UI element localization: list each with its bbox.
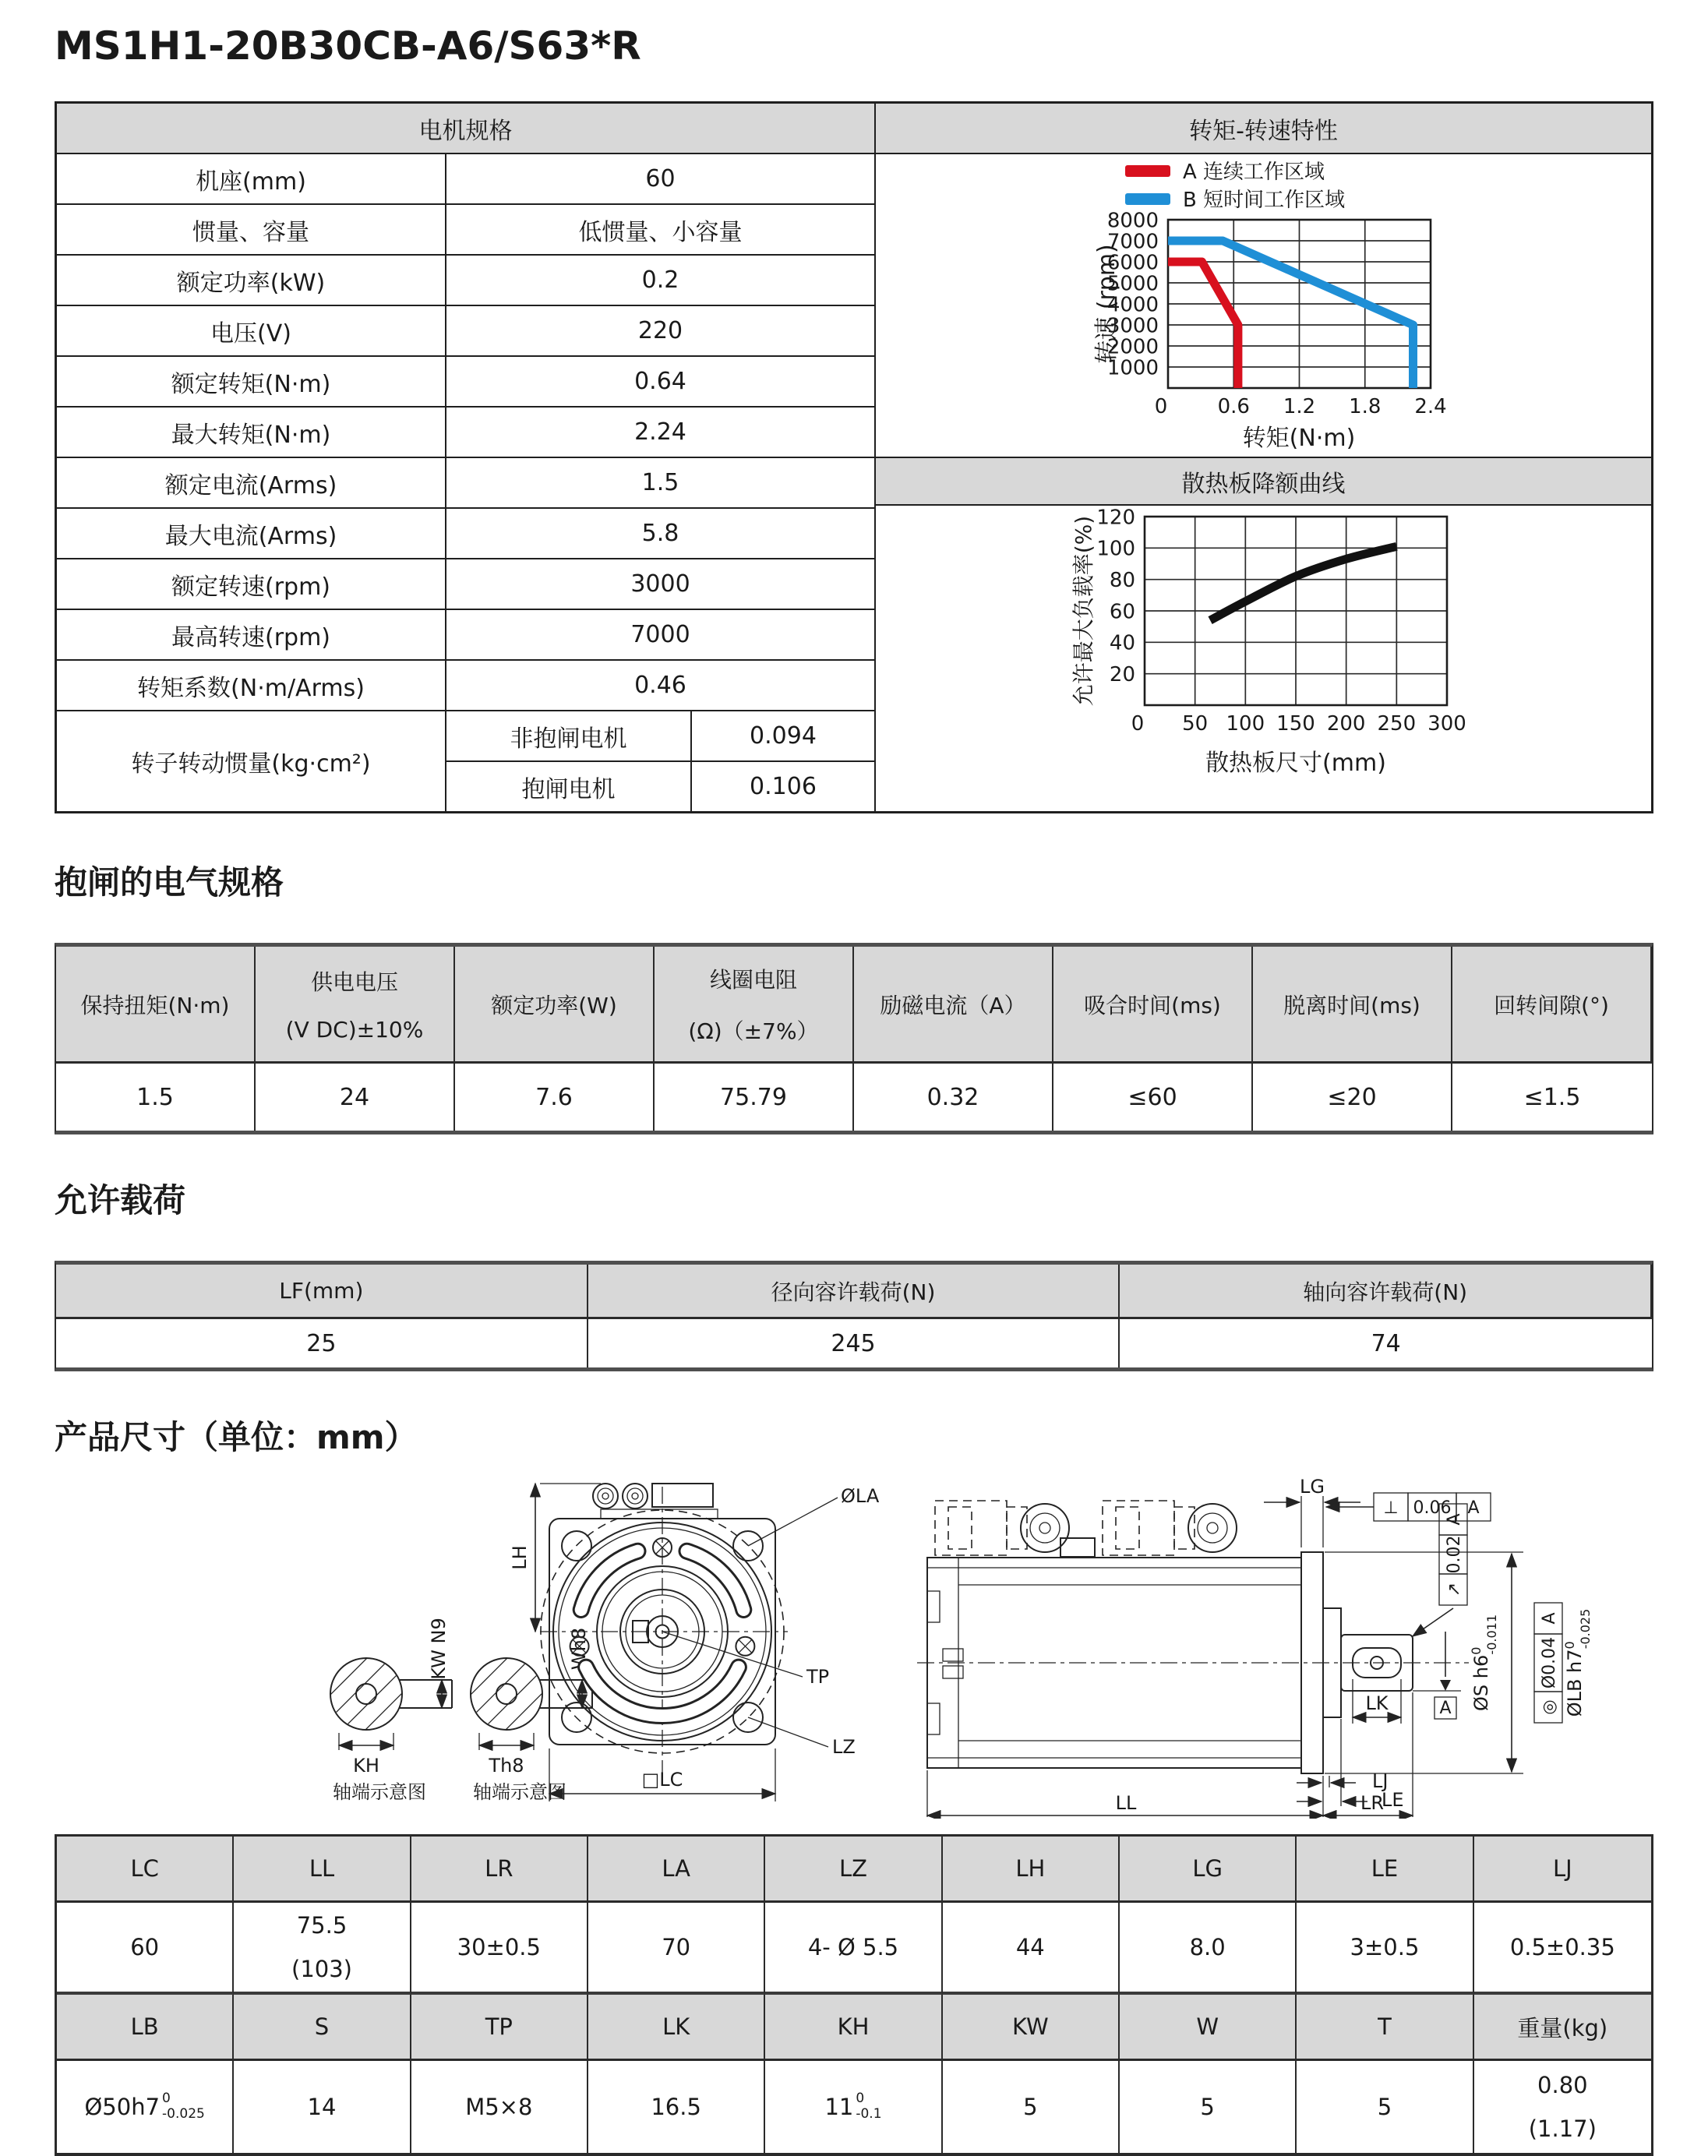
svg-text:150: 150 <box>1276 712 1315 736</box>
svg-text:A: A <box>1540 1612 1559 1625</box>
column-header: LH <box>943 1837 1120 1903</box>
table-row-inertia <box>57 710 874 811</box>
table-cell: 245 <box>588 1319 1120 1367</box>
column-header: LB <box>57 1995 234 2061</box>
svg-text:2.4: 2.4 <box>1414 395 1447 418</box>
motor-spec-table <box>57 104 874 811</box>
svg-text:4000: 4000 <box>1106 293 1159 317</box>
table-cell: 14 <box>234 2061 411 2153</box>
table-cell: 0.5±0.35 <box>1474 1903 1651 1995</box>
table-row <box>57 659 874 710</box>
page-title: MS1H1-20B30CB-A6/S63*R <box>55 23 641 69</box>
column-header: 脱离时间(ms) <box>1253 947 1452 1064</box>
table-cell: ≤60 <box>1053 1064 1253 1131</box>
column-header: LK <box>588 1995 765 2061</box>
column-header: LA <box>588 1837 765 1903</box>
spec-label: 最高转速(rpm) <box>57 610 446 659</box>
svg-text:转速 (rpm): 转速 (rpm) <box>1093 244 1120 364</box>
table-subrow <box>446 711 874 760</box>
column-header: LZ <box>765 1837 942 1903</box>
column-header: LJ <box>1474 1837 1651 1903</box>
kw-dim-label: KW N9 <box>428 1618 450 1680</box>
spec-label: 额定电流(Arms) <box>57 458 446 507</box>
svg-text:8000: 8000 <box>1106 209 1159 233</box>
spec-label: 最大转矩(N·m) <box>57 408 446 457</box>
svg-text:100: 100 <box>1226 712 1265 736</box>
svg-text:200: 200 <box>1326 712 1366 736</box>
spec-value: 低惯量、小容量 <box>578 218 743 246</box>
lh-dim-label: LH <box>509 1545 531 1570</box>
spec-label: 额定转矩(N·m) <box>57 357 446 406</box>
table-row <box>57 203 874 254</box>
column-header: TP <box>411 1995 588 2061</box>
svg-text:50: 50 <box>1182 712 1209 736</box>
table-cell: 7.6 <box>455 1064 655 1131</box>
svg-text:转矩(N·m): 转矩(N·m) <box>1242 425 1356 452</box>
table-cell: 25 <box>56 1319 588 1367</box>
table-cell: 24 <box>256 1064 455 1131</box>
shaft-end-caption: 轴端示意图 <box>473 1781 566 1803</box>
svg-text:60: 60 <box>1109 600 1135 624</box>
column-header: 保持扭矩(N·m) <box>56 947 256 1064</box>
svg-text:1.2: 1.2 <box>1283 395 1316 418</box>
svg-text:300: 300 <box>1427 712 1466 736</box>
spec-sublabel: 非抱闸电机 <box>446 711 692 760</box>
table-cell: 3±0.5 <box>1297 1903 1473 1995</box>
column-header: LE <box>1297 1837 1473 1903</box>
shaft-end-diagram-2 <box>460 1612 592 1819</box>
motor-spec-section <box>55 101 1653 813</box>
kh-dim-label: KH <box>353 1755 379 1777</box>
table-cell: 74 <box>1120 1319 1652 1367</box>
table-subrow <box>446 760 874 811</box>
svg-text:1.8: 1.8 <box>1349 395 1382 418</box>
column-header: 线圈电阻 (Ω)（±7%） <box>655 947 854 1064</box>
la-dim-label: ØLA <box>841 1485 880 1507</box>
table-cell: 60 <box>57 1903 234 1995</box>
table-cell: 44 <box>943 1903 1120 1995</box>
concentricity-tolerance-frame <box>1534 1603 1562 1723</box>
svg-text:5000: 5000 <box>1106 272 1159 296</box>
lc-dim-label: □LC <box>641 1769 683 1791</box>
table-cell: 8.0 <box>1120 1903 1297 1995</box>
svg-text:散热板尺寸(mm): 散热板尺寸(mm) <box>1205 750 1386 777</box>
column-header: T <box>1297 1995 1473 2061</box>
table-cell: 0.80 (1.17) <box>1474 2061 1651 2153</box>
torque-speed-chart <box>876 153 1651 457</box>
spec-label: 转矩系数(N·m/Arms) <box>57 661 446 710</box>
dimension-table <box>55 1834 1653 2156</box>
table-row <box>57 406 874 457</box>
svg-text:1000: 1000 <box>1106 356 1159 380</box>
spec-label: 额定功率(kW) <box>57 256 446 305</box>
spec-label: 电压(V) <box>57 306 446 355</box>
front-view-drawing <box>292 1476 908 1819</box>
table-cell: 30±0.5 <box>411 1903 588 1995</box>
derating-chart-header: 散热板降额曲线 <box>876 457 1651 506</box>
column-header: LC <box>57 1837 234 1903</box>
shaft-end-caption: 轴端示意图 <box>333 1781 426 1803</box>
svg-text:3000: 3000 <box>1106 314 1159 338</box>
spec-sublabel: 抱闸电机 <box>446 762 692 811</box>
table-row <box>57 254 874 305</box>
ll-dim-label: LL <box>1115 1792 1137 1814</box>
spec-value: 0.094 <box>750 722 817 750</box>
spec-value: 0.106 <box>750 773 817 800</box>
svg-text:6000: 6000 <box>1106 251 1159 275</box>
column-header: S <box>234 1995 411 2061</box>
svg-text:0.06: 0.06 <box>1413 1498 1452 1518</box>
spec-value: 7000 <box>630 621 690 648</box>
svg-text:250: 250 <box>1377 712 1417 736</box>
concentricity-icon: ◎ <box>1540 1699 1559 1715</box>
spec-value: 60 <box>645 165 676 192</box>
table-cell: 5 <box>1297 2061 1473 2153</box>
spec-value: 220 <box>637 317 683 344</box>
svg-text:20: 20 <box>1109 663 1135 687</box>
dimensions-title: 产品尺寸（单位：mm） <box>55 1418 418 1456</box>
svg-text:允许最大负载率(%): 允许最大负载率(%) <box>1071 515 1096 707</box>
column-header: KH <box>765 1995 942 2061</box>
table-cell: 1.5 <box>56 1064 256 1131</box>
column-header: 吸合时间(ms) <box>1053 947 1253 1064</box>
svg-text:A: A <box>1467 1498 1480 1518</box>
svg-text:2000: 2000 <box>1106 335 1159 359</box>
column-header: 供电电压 (V DC)±10% <box>256 947 455 1064</box>
column-header: LL <box>234 1837 411 1903</box>
column-header: 重量(kg) <box>1474 1995 1651 2061</box>
connector-icons <box>593 1484 718 1519</box>
column-header: 回转间隙(°) <box>1452 947 1652 1064</box>
brake-spec-table <box>55 943 1653 1134</box>
table-cell: 4- Ø 5.5 <box>765 1903 942 1995</box>
svg-text:7000: 7000 <box>1106 230 1159 254</box>
w-dim-label: Wh8 <box>568 1627 590 1671</box>
table-row <box>57 558 874 609</box>
column-header: LR <box>411 1837 588 1903</box>
motor-spec-table-header: 电机规格 <box>57 104 874 153</box>
lk-dim-label: LK <box>1365 1692 1389 1714</box>
brake-spec-title: 抱闸的电气规格 <box>55 863 284 902</box>
column-header: W <box>1120 1995 1297 2061</box>
shaft-diameter-label: ØS $h6^0-0.011$ <box>1469 1614 1499 1711</box>
spec-label: 额定转速(rpm) <box>57 559 446 609</box>
table-row <box>57 507 874 558</box>
runout-icon: ↗ <box>1445 1582 1464 1597</box>
spec-label: 机座(mm) <box>57 154 446 203</box>
spec-value: 5.8 <box>641 520 679 547</box>
column-header: LF(mm) <box>56 1265 588 1319</box>
th-dim-label: Th8 <box>489 1755 524 1777</box>
svg-text:120: 120 <box>1096 506 1135 530</box>
column-header: 轴向容许载荷(N) <box>1120 1265 1652 1319</box>
table-cell: ≤20 <box>1253 1064 1452 1131</box>
svg-text:0.02: 0.02 <box>1445 1535 1464 1574</box>
table-cell: 11 0 -0.1 <box>765 2061 942 2153</box>
spec-value: 2.24 <box>634 418 686 446</box>
table-row <box>57 153 874 203</box>
table-row <box>57 457 874 507</box>
column-header: LG <box>1120 1837 1297 1903</box>
motor-front-view <box>509 1484 880 1801</box>
spec-value: 0.64 <box>634 368 686 395</box>
connector-side-icons <box>935 1501 1237 1557</box>
svg-text:0: 0 <box>1154 395 1168 418</box>
svg-text:100: 100 <box>1096 537 1135 561</box>
spec-value: 3000 <box>630 570 690 598</box>
lr-dim-label: LR <box>1360 1792 1385 1814</box>
perpendicularity-tolerance-frame <box>1326 1493 1491 1521</box>
charts-panel <box>874 104 1651 811</box>
table-cell: 75.5 (103) <box>234 1903 411 1995</box>
flange-diameter-label: ØLB $h7^0-0.025$ <box>1562 1608 1593 1717</box>
svg-text:Ø0.04: Ø0.04 <box>1540 1636 1559 1689</box>
svg-text:80: 80 <box>1109 569 1135 593</box>
svg-text:0.6: 0.6 <box>1217 395 1250 418</box>
side-view-drawing <box>908 1476 1652 1819</box>
column-header: 励磁电流（A） <box>854 947 1053 1064</box>
table-row <box>57 609 874 659</box>
spec-label: 惯量、容量 <box>57 205 446 254</box>
table-cell: ≤1.5 <box>1452 1064 1652 1131</box>
motor-side-view <box>917 1476 1593 1817</box>
table-row <box>57 355 874 406</box>
lj-dim-label: LJ <box>1372 1770 1389 1792</box>
svg-text:0: 0 <box>1131 712 1145 736</box>
svg-text:B 短时间工作区域: B 短时间工作区域 <box>1183 188 1346 212</box>
svg-text:40: 40 <box>1109 631 1135 655</box>
table-cell: 16.5 <box>588 2061 765 2153</box>
datum-a-flag <box>1413 1632 1461 1719</box>
svg-text:A: A <box>1439 1699 1452 1718</box>
svg-text:A: A <box>1445 1513 1464 1526</box>
table-cell: Ø50h7 0 -0.025 <box>57 2061 234 2153</box>
table-cell: 0.32 <box>854 1064 1053 1131</box>
table-cell: 75.79 <box>655 1064 854 1131</box>
derating-chart <box>876 506 1651 811</box>
table-cell: M5×8 <box>411 2061 588 2153</box>
svg-text:A 连续工作区域: A 连续工作区域 <box>1183 160 1325 184</box>
table-cell: 70 <box>588 1903 765 1995</box>
table-cell: 5 <box>1120 2061 1297 2153</box>
runout-tolerance-frame <box>1439 1504 1467 1605</box>
tp-dim-label: TP <box>806 1666 830 1688</box>
dimension-drawings <box>55 1476 1653 1819</box>
lz-dim-label: LZ <box>832 1736 856 1758</box>
le-dim-label: LE <box>1382 1789 1404 1811</box>
torque-speed-chart-header: 转矩-转速特性 <box>876 104 1651 153</box>
spec-value: 1.5 <box>641 469 679 496</box>
table-cell: 5 <box>943 2061 1120 2153</box>
spec-label: 最大电流(Arms) <box>57 509 446 558</box>
spec-label: 转子转动惯量(kg·cm²) <box>57 711 446 811</box>
lg-dim-label: LG <box>1300 1476 1325 1498</box>
spec-value: 0.46 <box>634 672 686 699</box>
allow-load-table <box>55 1261 1653 1371</box>
column-header: 额定功率(W) <box>455 947 655 1064</box>
shaft-end-diagram-1 <box>319 1612 452 1819</box>
column-header: KW <box>943 1995 1120 2061</box>
perpendicularity-icon: ⊥ <box>1383 1498 1399 1518</box>
spec-value: 0.2 <box>641 266 679 294</box>
allow-load-title: 允许载荷 <box>55 1181 186 1219</box>
column-header: 径向容许载荷(N) <box>588 1265 1120 1319</box>
table-row <box>57 305 874 355</box>
